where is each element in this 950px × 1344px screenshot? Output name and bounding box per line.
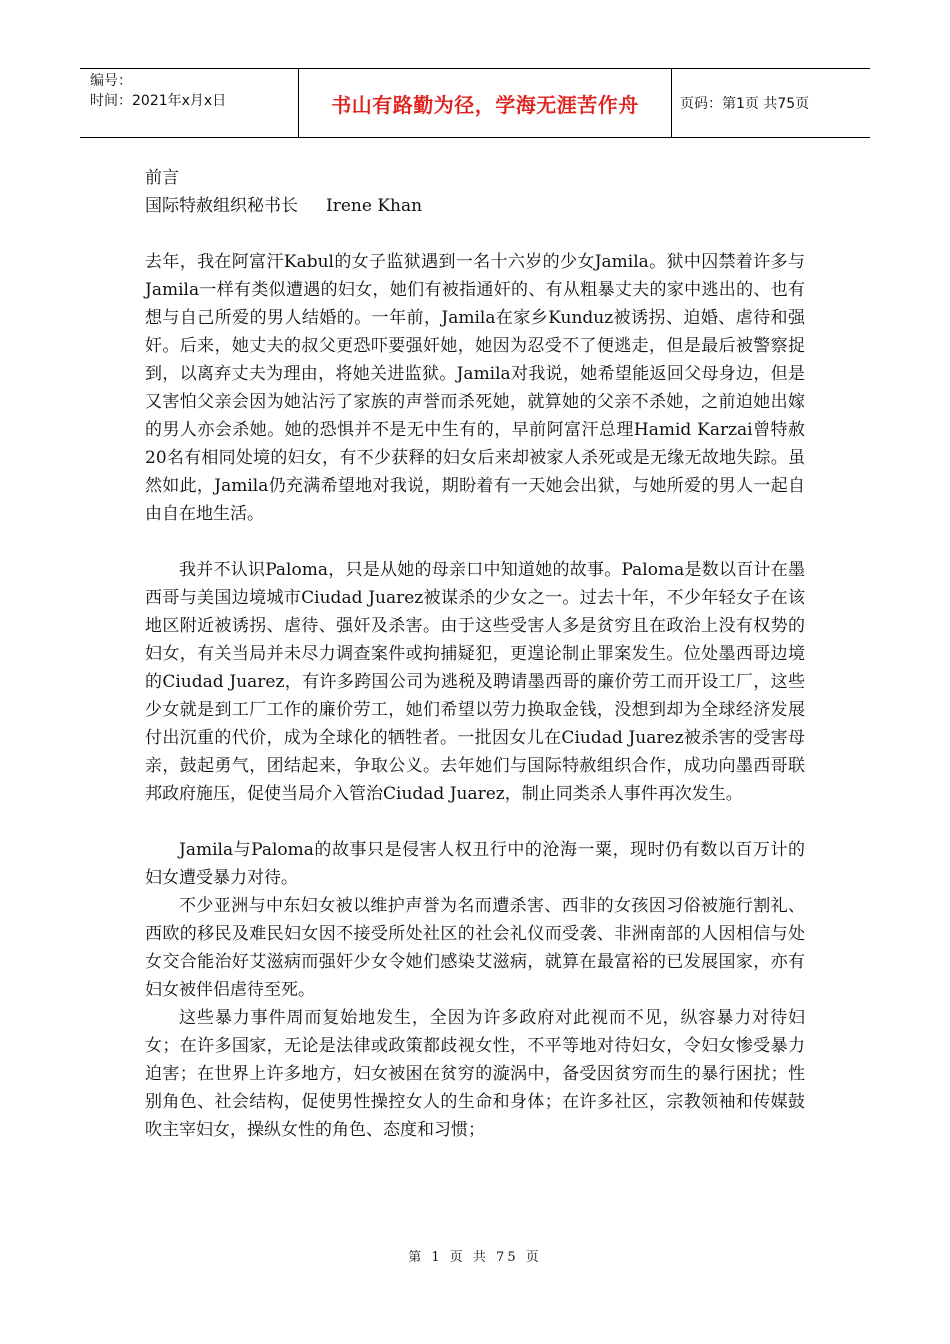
paragraph-spacer (145, 528, 805, 556)
paragraph-spacer (145, 220, 805, 248)
author-name: Irene Khan (326, 196, 423, 216)
header-meta (80, 69, 299, 137)
paragraph-summary: Jamila与Paloma的故事只是侵害人权丑行中的沧海一粟，现时仍有数以百万计的妇女遭受暴力对待。 (145, 840, 805, 888)
header-motto: 书山有路勤为径，学海无涯苦作舟 (299, 69, 672, 137)
author-line (145, 192, 805, 220)
author-title: 国际特赦组织秘书长 (145, 196, 298, 216)
header-number-label: 编号： (90, 73, 132, 89)
page-footer: 第 1 页 共 75 页 (408, 1250, 542, 1265)
paragraph-paloma: 我并不认识Paloma，只是从她的母亲口中知道她的故事。Paloma是数以百计在墨西哥与美国边境城市Ciudad Juarez被谋杀的少女之一。过去十年，不少年轻女子在该地区附近被诱拐、虐待、强奸及杀害。由于这些受害人多是贫穷且在政治上没有权势的妇女，有关当局并未尽力调查案件或拘捕疑犯，更遑论制止罪案发生。位处墨西哥边境的Ciudad Juarez，有许多跨国公司为逃税及聘请墨西哥的廉价劳工而开设工厂，这些少女就是到工厂工作的廉价劳工，她们希望以劳力换取金钱，没想到却为全球经济发展付出沉重的代价，成为全球化的牺牲者。一批因女儿在Ciudad Juarez被杀害的受害母亲，鼓起勇气，团结起来，争取公义。去年她们与国际特赦组织合作，成功向墨西哥联邦政府施压，促使当局介入管治Ciudad Juarez，制止同类杀人事件再次发生。 (145, 560, 805, 804)
document-body (145, 164, 805, 1144)
paragraph-jamila: 去年，我在阿富汗Kabul的女子监狱遇到一名十六岁的少女Jamila。狱中囚禁着许多与Jamila一样有类似遭遇的妇女，她们有被指通奸的、有从粗暴丈夫的家中逃出的、也有想与自己所爱的男人结婚的。一年前，Jamila在家乡Kunduz被诱拐、迫婚、虐待和强奸。后来，她丈夫的叔父更恐吓要强奸她，她因为忍受不了便逃走，但是最后被警察捉到，以离弃丈夫为理由，将她关进监狱。Jamila对我说，她希望能返回父母身边，但是又害怕父亲会因为她沾污了家族的声誉而杀死她，就算她的父亲不杀她，之前迫她出嫁的男人亦会杀她。她的恐惧并不是无中生有的，早前阿富汗总理Hamid Karzai曾特赦20名有相同处境的妇女，有不少获释的妇女后来却被家人杀死或是无缘无故地失踪。虽然如此，Jamila仍充满希望地对我说，期盼着有一天她会出狱，与她所爱的男人一起自由自在地生活。 (145, 252, 805, 524)
page-header (80, 68, 870, 138)
header-page-label: 页码：第1页 共75页 (680, 96, 810, 112)
paragraph-regional-violence: 不少亚洲与中东妇女被以维护声誉为名而遭杀害、西非的女孩因习俗被施行割礼、西欧的移民及难民妇女因不接受所处社区的社会礼仪而受袭、非洲南部的人因相信与处女交合能治好艾滋病而强奸少女令她们感染艾滋病，就算在最富裕的已发展国家，亦有妇女被伴侣虐待至死。 (145, 896, 805, 1000)
paragraph-causes: 这些暴力事件周而复始地发生，全因为许多政府对此视而不见，纵容暴力对待妇女；在许多国家，无论是法律或政策都歧视女性，不平等地对待妇女，令妇女惨受暴力迫害；在世界上许多地方，妇女被困在贫穷的漩涡中，备受因贫穷而生的暴行困扰；性别角色、社会结构，促使男性操控女人的生命和身体；在许多社区，宗教领袖和传媒鼓吹主宰妇女，操纵女性的角色、态度和习惯； (145, 1008, 805, 1140)
section-heading: 前言 (145, 168, 179, 188)
header-time-label: 时间：2021年x月x日 (90, 93, 227, 109)
paragraph-spacer (145, 808, 805, 836)
